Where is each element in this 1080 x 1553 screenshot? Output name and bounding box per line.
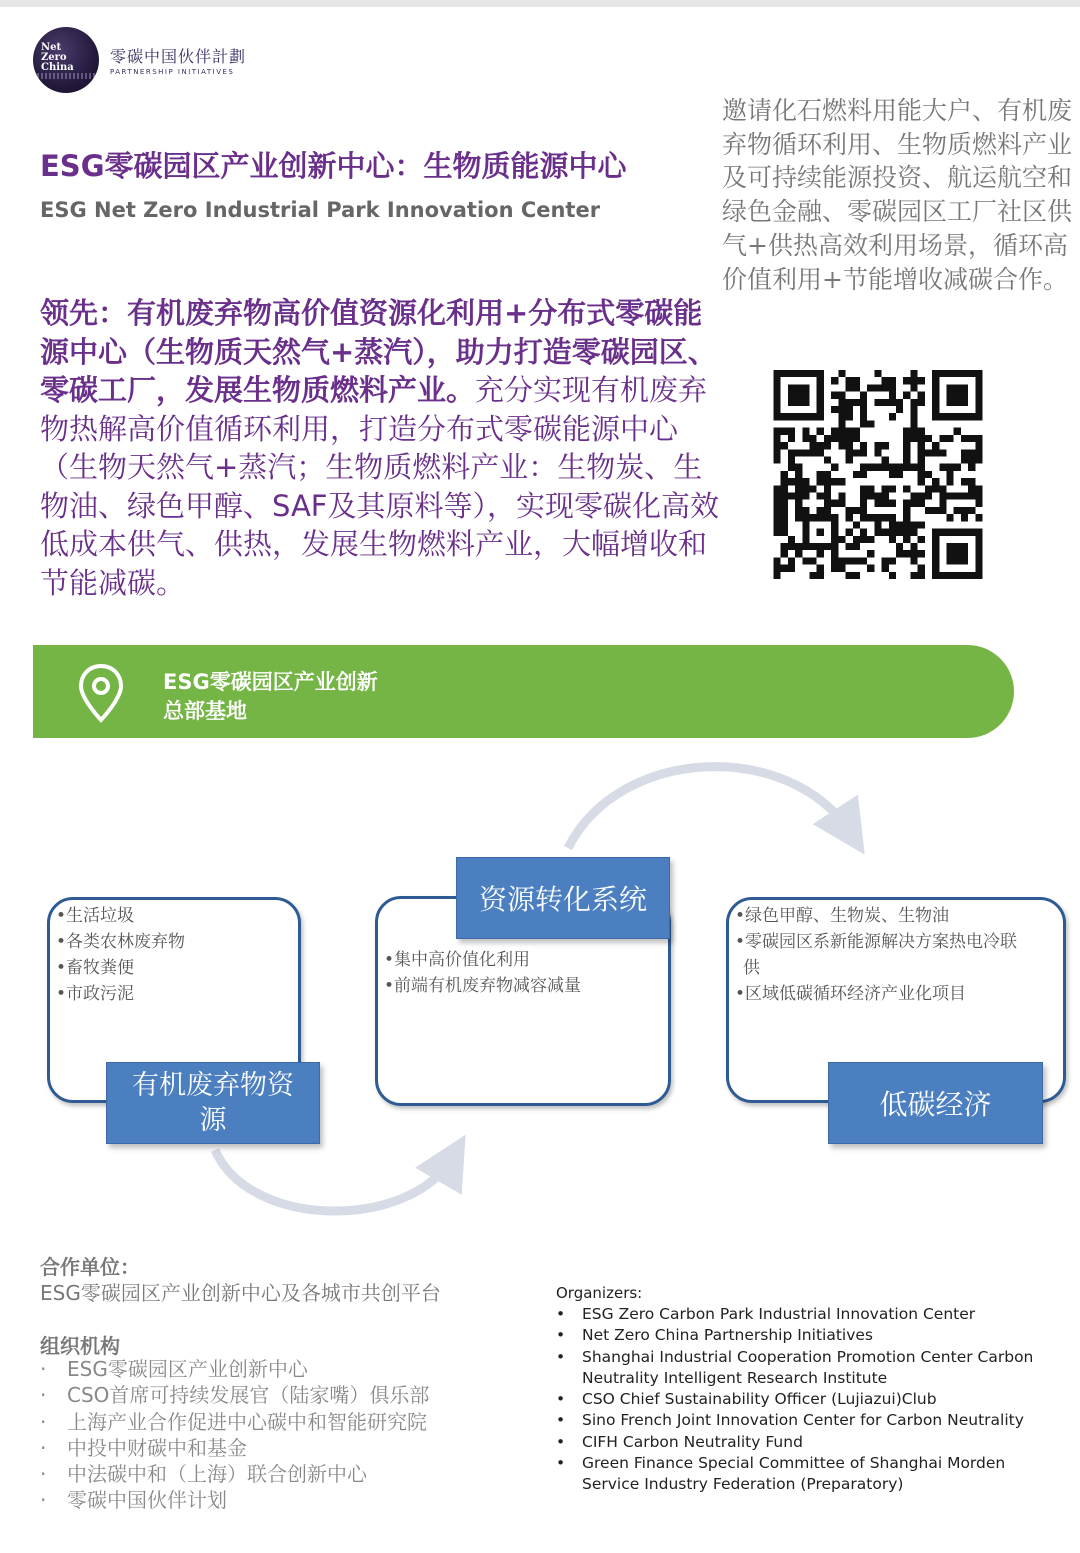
list-item: •市政污泥 [56, 984, 135, 1004]
list-item: •前端有机废弃物减容减量 [384, 976, 582, 996]
list-item: •区域低碳循环经济产业化项目 [735, 984, 967, 1004]
organic-waste-label-line-1: 有机废弃物资 [132, 1070, 294, 1101]
list-item: •集中高价值化利用 [384, 950, 531, 970]
org-name: 上海产业合作促进中心碳中和智能研究院 [67, 1409, 427, 1434]
org-name: 零碳中国伙伴计划 [67, 1488, 227, 1513]
list-item: · 中法碳中和（上海）联合创新中心 [40, 1462, 367, 1487]
org-name: 中法碳中和（上海）联合创新中心 [67, 1462, 367, 1487]
conversion-system-label: 资源转化系统 [456, 857, 670, 939]
logo-circle-text-1: Net [41, 42, 62, 53]
low-carbon-economy-label: 低碳经济 [828, 1062, 1043, 1144]
list-item: • ESG Zero Carbon Park Industrial Innovation Center [556, 1304, 1066, 1325]
bottom-cycle-arrow [215, 1150, 452, 1211]
list-item: • Sino French Joint Innovation Center for Carbon Neutrality [556, 1410, 1066, 1431]
list-item: • Shanghai Industrial Cooperation Promotion Center Carbon Neutrality Intelligent Research Institute [556, 1347, 1066, 1390]
organic-waste-label [106, 1062, 320, 1144]
page-title: ESG零碳园区产业创新中心：生物质能源中心 [40, 149, 627, 183]
low-carbon-economy-list [735, 903, 1017, 1007]
cooperation-value: ESG零碳园区产业创新中心及各城市共创平台 [40, 1281, 441, 1305]
conversion-system-list [384, 947, 581, 999]
invitation-text: 邀请化石燃料用能大户、有机废弃物循环利用、生物质燃料产业及可持续能源投资、航运航空和绿色金融、零碳园区工厂社区供气+供热高效利用场景，循环高价值利用+节能增收减碳合作。 [722, 96, 1073, 294]
list-item: • CSO Chief Sustainability Officer (Lujiazui)Club [556, 1389, 1066, 1410]
organizers-list [556, 1304, 1066, 1496]
logo-subtitle: PARTNERSHIP INITIATIVES [110, 68, 235, 76]
page-subtitle: ESG Net Zero Industrial Park Innovation Center [40, 198, 601, 222]
logo-circle-text-2: Zero [41, 52, 67, 63]
organic-waste-label-line-2: 源 [199, 1105, 227, 1136]
list-item: • CIFH Carbon Neutrality Fund [556, 1432, 1066, 1453]
banner-line-2: 总部基地 [163, 699, 247, 723]
logo-circle-text-3: China [41, 62, 74, 73]
list-item: •各类农林废弃物 [56, 932, 186, 952]
list-item: · 零碳中国伙伴计划 [40, 1488, 227, 1513]
org-name: 中投中财碳中和基金 [67, 1435, 247, 1460]
list-item: · ESG零碳园区产业创新中心 [40, 1357, 308, 1381]
top-cycle-arrow [568, 767, 850, 848]
list-item: · CSO首席可持续发展官（陆家嘴）俱乐部 [40, 1383, 430, 1408]
organic-waste-list [56, 903, 185, 1007]
list-item: • Green Finance Special Committee of Shanghai Morden Service Industry Federation (Preparatory) [556, 1453, 1066, 1496]
list-item: • Net Zero China Partnership Initiatives [556, 1325, 1066, 1346]
list-item: 供 [743, 958, 760, 978]
list-item: · 上海产业合作促进中心碳中和智能研究院 [40, 1409, 427, 1434]
list-item: •生活垃圾 [56, 906, 135, 926]
list-item: •零碳园区系新能源解决方案热电冷联 [735, 932, 1018, 952]
logo-name: 零碳中国伙伴計劃 [110, 47, 247, 66]
list-item: •畜牧粪便 [56, 958, 135, 978]
org-name: CSO首席可持续发展官（陆家嘴）俱乐部 [67, 1383, 430, 1408]
cooperation-heading: 合作单位： [40, 1255, 140, 1279]
organizations-list [40, 1356, 429, 1514]
organizations-heading: 组织机构 [40, 1334, 120, 1358]
organizers-heading: Organizers: [556, 1284, 643, 1302]
lead-normal-text: 充分实现有机废弃物热解高价值循环利用，打造分布式零碳能源中心（生物天然气+蒸汽；生物质燃料产业：生物炭、生物油、绿色甲醇、SAF及其原料等），实现零碳化高效低成本供气、供热，发展生物燃料产业，大幅增收和节能减碳。 [40, 373, 719, 600]
list-item: · 中投中财碳中和基金 [40, 1435, 247, 1460]
banner-line-1: ESG零碳园区产业创新 [163, 670, 378, 694]
org-name: ESG零碳园区产业创新中心 [67, 1357, 308, 1381]
list-item: •绿色甲醇、生物炭、生物油 [735, 906, 950, 926]
lead-bold-text: 领先：有机废弃物高价值资源化利用+分布式零碳能源中心（生物质天然气+蒸汽），助力打造零碳园区、零碳工厂，发展生物质燃料产业。 [40, 296, 717, 407]
